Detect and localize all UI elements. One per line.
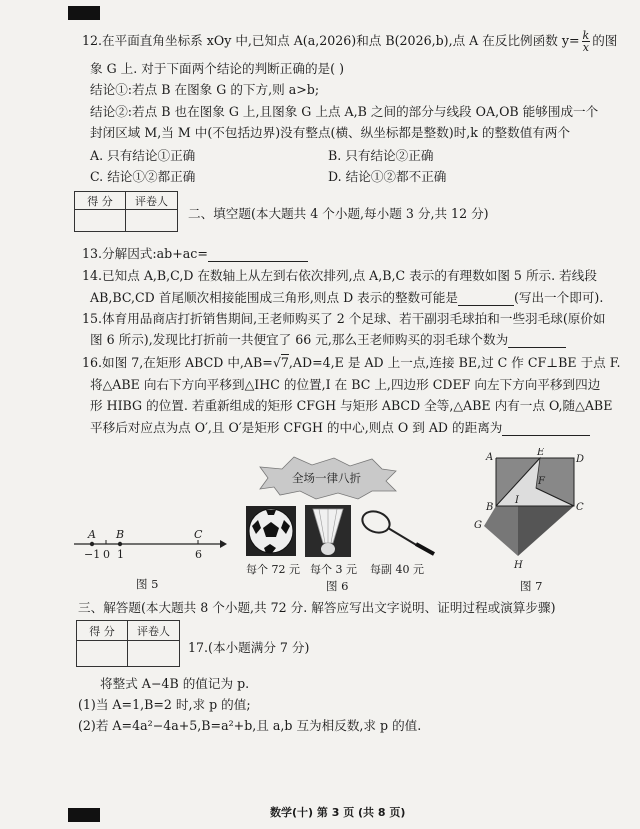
q16-line1 [82,355,621,371]
q16-line2: 将△ABE 向右下方向平移到△IHC 的位置,I 在 BC 上,四边形 CDEF 向左下方向平移到四边 [90,377,601,392]
point-b-dot [118,542,122,546]
q12-conclusion2: 结论②:若点 B 也在图象 G 上,且图象 G 上点 A,B 之间的部分与线段 OA,OB 能够围成一个 [90,104,599,119]
q15-answer-blank[interactable] [508,335,566,348]
point-label-h: H [514,560,523,571]
q14-line2 [90,290,603,306]
point-label-c: C [576,502,584,513]
point-label-b: B [486,502,494,513]
quad-hibg [484,506,518,556]
label-c: C [194,528,203,541]
figure-5-caption: 图 5 [136,577,159,591]
q14-line2-text: AB,BC,CD 首尾顺次相接能围成三角形,则点 D 表示的整数可能是 [90,290,458,305]
q14-line1: 14.已知点 A,B,C,D 在数轴上从左到右依次排列,点 A,B,C 表示的有理数如图 5 所示. 若线段 [82,268,597,283]
q12-option-b: B. 只有结论②正确 [328,148,434,163]
point-label-i: I [515,495,519,506]
q12-line1-text: 12.在平面直角坐标系 xOy 中,已知点 A(a,2026)和点 B(2026,b),点 A 在反比例函数 y= [82,33,580,48]
q16-line1-text: 16.如图 7,在矩形 ABCD 中,AB= [82,355,273,370]
point-label-f: F [538,476,545,487]
football-price: 每个 72 元 [246,563,300,576]
point-label-a: A [486,452,494,463]
q16-line4-text: 平移后对应点为点 O′,且 O′是矩形 CFGH 的中心,则点 O 到 AD 的距离为 [90,420,503,435]
q12-line1-end: 的图 [592,33,618,48]
axis-arrow-icon [220,540,227,548]
grader-label: 评卷人 [128,621,180,641]
badminton-racket-icon [358,508,438,558]
q12-line2: 象 G 上. 对于下面两个结论的判断正确的是( ) [90,61,344,76]
figure-7-caption: 图 7 [520,579,543,593]
label-a: A [88,528,96,541]
grader-cell [126,210,178,232]
sqrt-value: 7 [280,355,289,370]
point-a-dot [90,542,94,546]
q12-conclusion1: 结论①:若点 B 在图象 G 的下方,则 a>b; [90,82,320,97]
fraction-numerator: k [582,29,590,42]
q12-conclusion2-cont: 封闭区域 M,当 M 中(不包括边界)没有整点(横、纵坐标都是整数)时,k 的整数值有两个 [90,125,571,140]
q15-line2 [90,332,566,348]
shuttlecock-price: 每个 3 元 [310,563,357,576]
q13-answer-blank[interactable] [208,249,308,262]
score-cell [77,641,128,667]
q12-option-a: A. 只有结论①正确 [90,148,196,163]
label-b: B [116,528,125,541]
q16-line4 [90,420,590,436]
q14-line2-end: (写出一个即可). [513,290,604,305]
fraction-k-over-x [582,30,591,53]
q17-part1: (1)当 A=1,B=2 时,求 p 的值; [78,697,251,712]
sqrt-symbol: √ [272,355,281,370]
score-cell [75,210,126,232]
grader-label: 评卷人 [126,192,178,210]
tick-label-6: 6 [195,548,202,561]
section-3-heading: 三、解答题(本大题共 8 个小题,共 72 分. 解答应写出文字说明、证明过程或演算步骤) [78,600,556,615]
shuttlecock-icon [305,505,351,557]
score-box-2 [76,620,180,667]
q17-line1: 将整式 A−4B 的值记为 p. [100,676,250,691]
corner-mark-top [68,6,100,20]
q13-text: 13.分解因式:ab+ac= [82,246,208,261]
q15-line1: 15.体育用品商店打折销售期间,王老师购买了 2 个足球、若干副羽毛球拍和一些羽毛球(原价如 [82,311,606,326]
q13 [82,246,308,262]
q16-line3: 形 HIBG 的位置. 若重新组成的矩形 CFGH 与矩形 ABCD 全等,△ABE 内有一点 O,随△ABE [90,398,613,413]
q14-answer-blank[interactable] [458,293,514,306]
figure-7-geometry [470,448,600,578]
tick-label-minus1: −1 [84,548,101,561]
sale-banner-text: 全场一律八折 [292,471,361,485]
q12-line1 [82,30,617,53]
point-label-d: D [576,454,585,465]
figure-6-caption: 图 6 [326,579,349,593]
tick-label-1: 1 [117,548,124,561]
q16-answer-blank[interactable] [502,423,590,436]
racket-price: 每副 40 元 [370,563,424,576]
tick-label-0: 0 [103,548,110,561]
score-label: 得 分 [75,192,126,210]
fraction-denominator: x [582,41,589,54]
score-box-1 [74,191,178,232]
corner-mark-bottom [68,808,100,822]
q15-line2-text: 图 6 所示),发现比打折前一共便宜了 66 元,那么王老师购买的羽毛球个数为 [90,332,509,347]
q12-option-c: C. 结论①②都正确 [90,169,196,184]
point-label-g: G [474,520,482,531]
score-label: 得 分 [77,621,128,641]
grader-cell [128,641,180,667]
triangle-ihc [518,506,574,556]
q17-part2: (2)若 A=4a²−4a+5,B=a²+b,且 a,b 互为相反数,求 p 的值. [78,718,422,733]
football-icon [246,506,296,556]
section-2-heading: 二、填空题(本大题共 4 个小题,每小题 3 分,共 12 分) [188,206,489,221]
q16-line1-end: ,AD=4,E 是 AD 上一点,连接 BE,过 C 作 CF⊥BE 于点 F. [288,355,621,370]
point-label-e: E [537,448,545,458]
page-footer: 数学(十) 第 3 页 (共 8 页) [270,806,406,819]
figure-5-number-line [70,528,230,564]
q17-title: 17.(本小题满分 7 分) [188,640,310,655]
q12-option-d: D. 结论①②都不正确 [328,169,447,184]
